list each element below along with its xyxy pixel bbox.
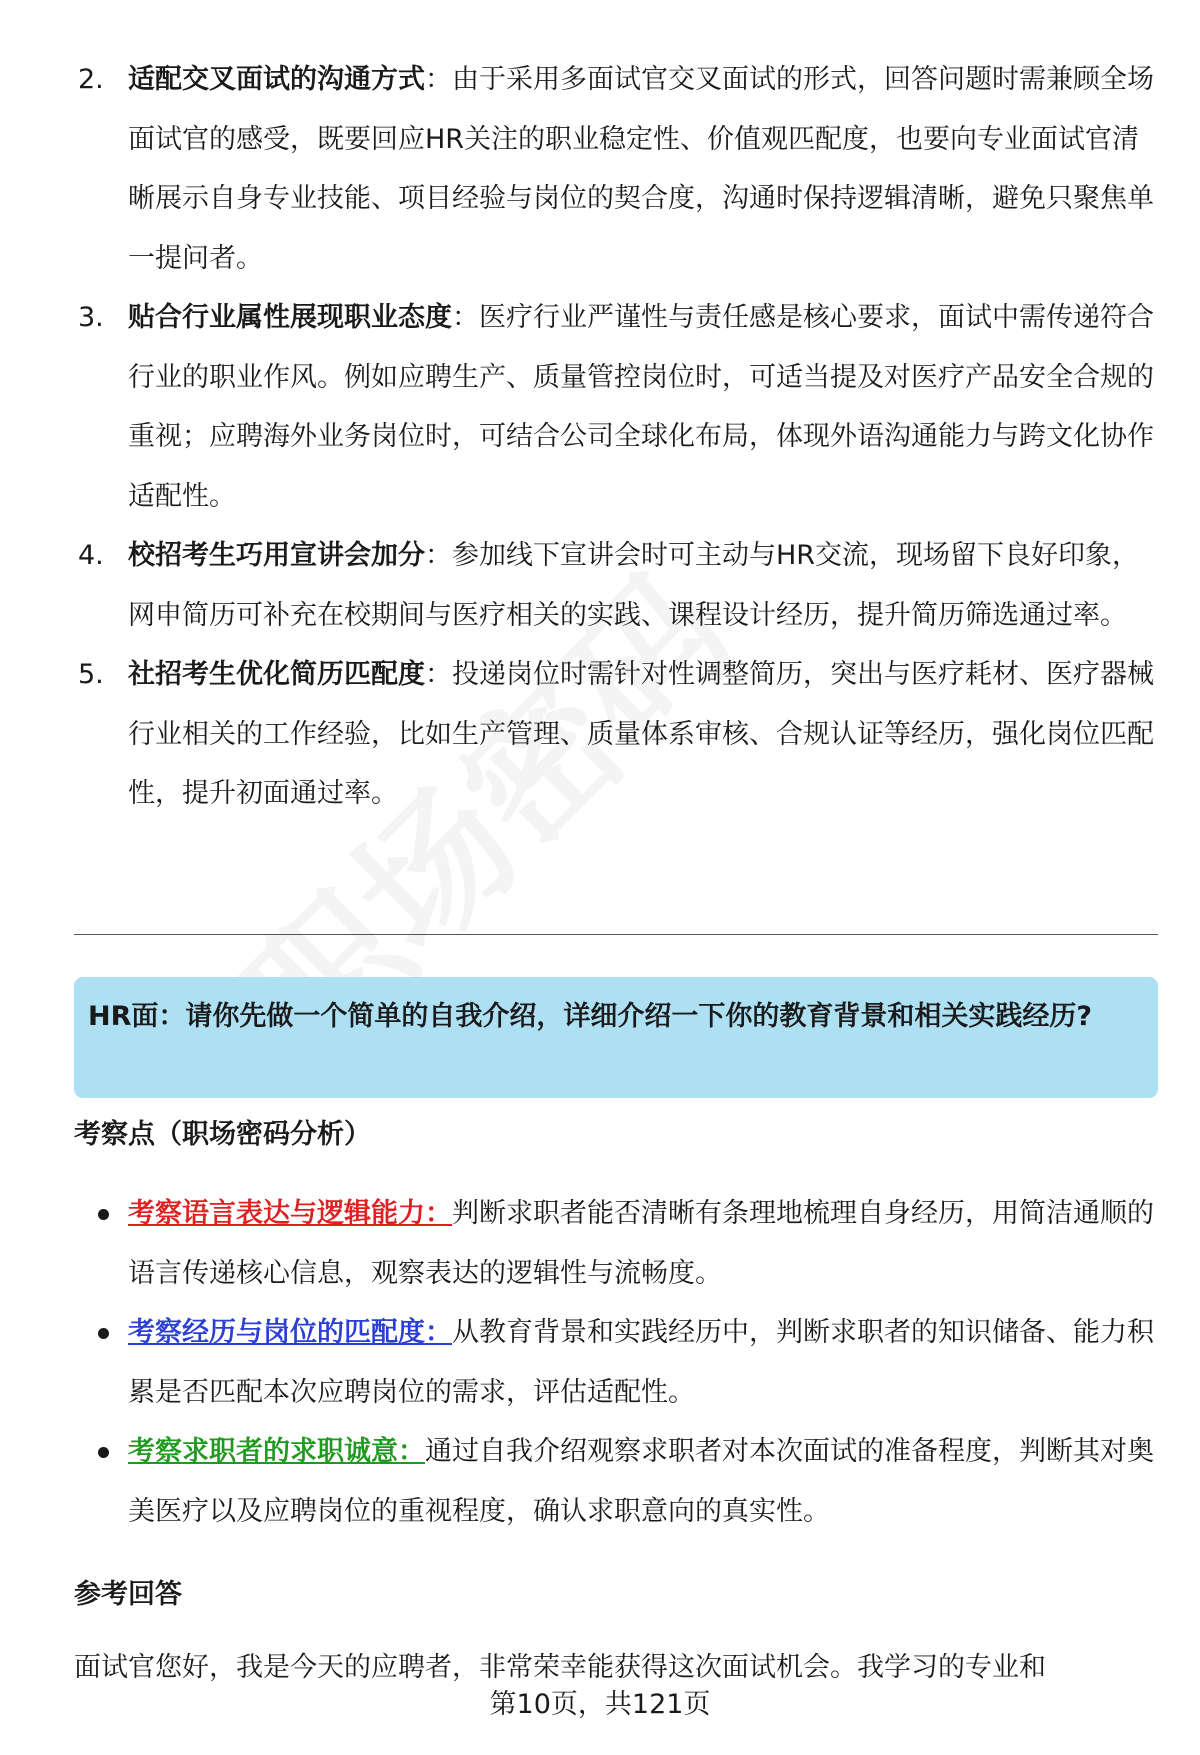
list-item-content: ：由于采用多面试官交叉面试的形式，回答问题时需兼顾全场面试官的感受，既要回应HR关注的职业稳定性、价值观匹配度，也要向专业面试官清晰展示自身专业技能、项目经验与岗位的契合度，沟通时保持逻辑清晰，避免只聚焦单一提问者。 xyxy=(128,64,1154,274)
list-item-content: ：医疗行业严谨性与责任感是核心要求，面试中需传递符合行业的职业作风。例如应聘生产、质量管控岗位时，可适当提及对医疗产品安全合规的重视；应聘海外业务岗位时，可结合公司全球化布局，体现外语沟通能力与跨文化协作适配性。 xyxy=(128,302,1154,512)
list-item xyxy=(78,288,1158,526)
analysis-list xyxy=(90,1184,1160,1541)
question-text: HR面：请你先做一个简单的自我介绍，详细介绍一下你的教育背景和相关实践经历? xyxy=(88,1001,1093,1032)
analysis-content: 从教育背景和实践经历中，判断求职者的知识储备、能力积累是否匹配本次应聘岗位的需求，评估适配性。 xyxy=(128,1317,1154,1408)
answer-title: 参考回答 xyxy=(74,1579,182,1610)
list-item-text xyxy=(128,645,1158,824)
analysis-content: 判断求职者能否清晰有条理地梳理自身经历，用简洁通顺的语言传递核心信息，观察表达的逻辑性与流畅度。 xyxy=(128,1198,1154,1289)
list-item xyxy=(78,526,1158,645)
analysis-title: 考察点（职场密码分析） xyxy=(74,1119,371,1150)
question-box xyxy=(74,977,1158,1098)
list-item-heading: 贴合行业属性展现职业态度 xyxy=(128,302,452,333)
bullet-icon xyxy=(90,1422,128,1541)
list-number: 5. xyxy=(78,659,104,690)
list-item-content: ：参加线下宣讲会时可主动与HR交流，现场留下良好印象，网申简历可补充在校期间与医疗相关的实践、课程设计经历，提升简历筛选通过率。 xyxy=(128,540,1140,631)
list-item xyxy=(90,1184,1160,1303)
analysis-label: 考察求职者的求职诚意： xyxy=(128,1436,425,1467)
page-footer: 第10页，共121页 xyxy=(489,1689,711,1720)
list-item-content: ：投递岗位时需针对性调整简历，突出与医疗耗材、医疗器械行业相关的工作经验，比如生产管理、质量体系审核、合规认证等经历，强化岗位匹配性，提升初面通过率。 xyxy=(128,659,1154,809)
bullet-icon xyxy=(90,1303,128,1422)
list-item-heading: 社招考生优化简历匹配度 xyxy=(128,659,425,690)
list-item xyxy=(78,50,1158,288)
list-item-text xyxy=(128,1184,1160,1303)
list-number: 4. xyxy=(78,540,104,571)
list-item-text xyxy=(128,1303,1160,1422)
tips-list xyxy=(78,50,1158,824)
analysis-label: 考察经历与岗位的匹配度： xyxy=(128,1317,452,1348)
analysis-content: 通过自我介绍观察求职者对本次面试的准备程度，判断其对奥美医疗以及应聘岗位的重视程度，确认求职意向的真实性。 xyxy=(128,1436,1154,1527)
list-item-text xyxy=(128,1422,1160,1541)
list-item-heading: 适配交叉面试的沟通方式 xyxy=(128,64,425,95)
list-item-text xyxy=(128,50,1158,288)
list-item-text xyxy=(128,288,1158,526)
list-item xyxy=(90,1303,1160,1422)
list-number: 2. xyxy=(78,64,104,95)
list-number: 3. xyxy=(78,302,104,333)
list-item-heading: 校招考生巧用宣讲会加分 xyxy=(128,540,425,571)
answer-text: 面试官您好，我是今天的应聘者，非常荣幸能获得这次面试机会。我学习的专业和 xyxy=(74,1652,1046,1683)
list-item-text xyxy=(128,526,1158,645)
list-item xyxy=(90,1422,1160,1541)
analysis-label: 考察语言表达与逻辑能力： xyxy=(128,1198,452,1229)
section-divider xyxy=(74,934,1158,935)
list-item xyxy=(78,645,1158,824)
bullet-icon xyxy=(90,1184,128,1303)
